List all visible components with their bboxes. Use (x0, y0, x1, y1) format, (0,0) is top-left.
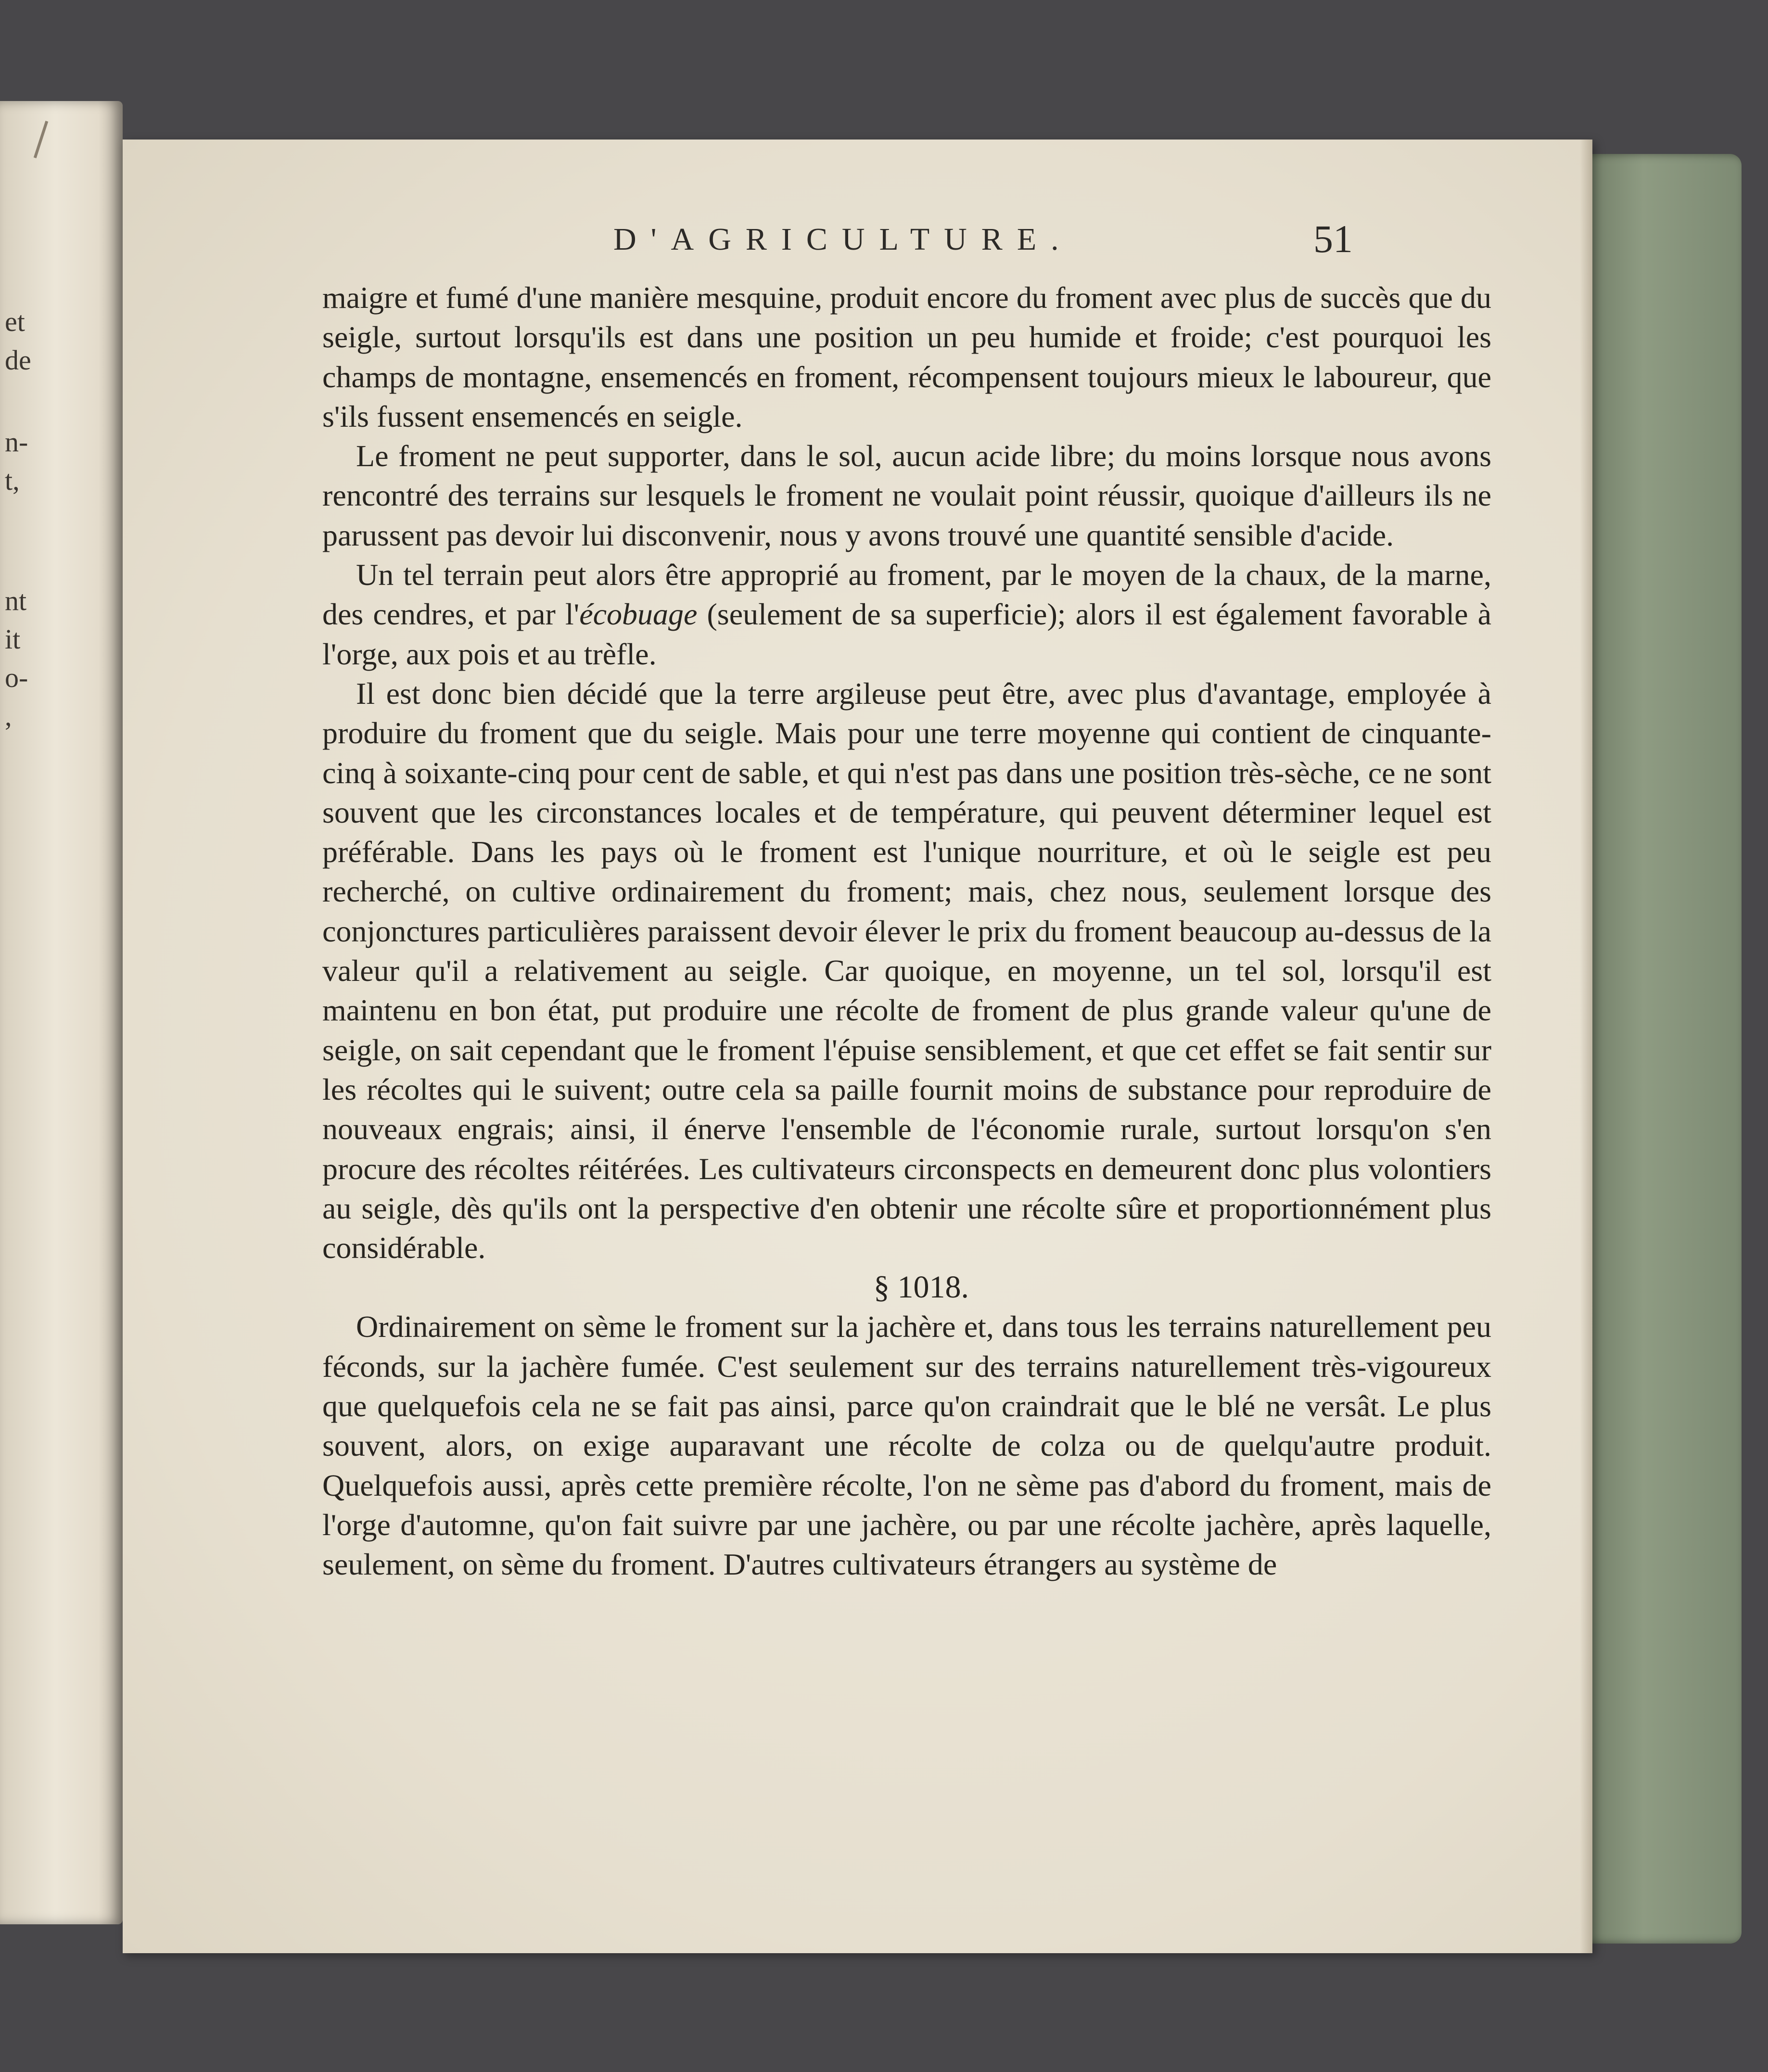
book-cover-board (1578, 154, 1742, 1944)
margin-fragment: o- (5, 662, 28, 693)
margin-fragment: nt (5, 585, 27, 616)
section-heading: § 1018. (874, 1270, 969, 1305)
margin-fragment: n- (5, 426, 28, 458)
paragraph (322, 555, 1491, 674)
margin-fragment: t, (5, 465, 20, 496)
page-edge-shadow (1580, 140, 1592, 1953)
paragraph: Ordinairement on sème le froment sur la jachère et, dans tous les terrains naturellement peu féconds, sur la jachère fumée. C'est seulement sur des terrains naturellement très-vigoureux que quelquefois cela ne se fait pas ainsi, parce qu'on craindrait que le blé ne versât. Le plus souvent, alors, on exige auparavant une récolte de colza ou de quelqu'autre produit. Quelquefois aussi, après cette première récolte, l'on ne sème pas d'abord du froment, mais de l'orge d'automne, qu'on fait suivre par une jachère, ou par une récolte jachère, après laquelle, seulement, on sème du froment. D'autres cultivateurs étrangers au système de (322, 1309, 1491, 1582)
italic-term: écobuage (579, 597, 698, 632)
paragraph: Le froment ne peut supporter, dans le sol, aucun acide libre; du moins lorsque nous avons rencontré des terrains sur lesquels le froment ne voulait point réussir, quoique d'ailleurs ils ne parussent pas devoir lui disconvenir, nous y avons trouvé une quantité sensible d'acide. (322, 439, 1491, 552)
running-head: D'AGRICULTURE. (613, 222, 1073, 257)
paragraph-text: (seulement de sa superficie); alors il est également favorable à l'orge, aux pois et au trèfle. (322, 597, 1492, 671)
pencil-mark (34, 121, 48, 158)
previous-page-edge (0, 101, 123, 1924)
margin-fragment: it (5, 623, 21, 655)
paragraph-text: Un tel terrain peut alors être approprié au froment, par le moyen de la chaux, de la marne, des cendres, et par l' (322, 558, 1491, 632)
paragraph: maigre et fumé d'une manière mesquine, produit encore du froment avec plus de succès que du seigle, surtout lorsqu'ils est dans une position un peu humide et froide; c'est pourquoi les champs de montagne, ensemencés en froment, récompensent toujours mieux le laboureur, que s'ils fussent ensemencés en seigle. (322, 280, 1491, 433)
paragraph: Il est donc bien décidé que la terre argileuse peut être, avec plus d'avantage, employée à produire du froment que du seigle. Mais pour une terre moyenne qui contient de cinquante-cinq à soixante-cinq pour cent de sable, et qui n'est pas dans une position très-sèche, ce ne sont souvent que les circonstances locales et de température, qui peuvent déterminer lequel est préférable. Dans les pays où le froment est l'unique nourriture, et où le seigle est peu recherché, on cultive ordinairement du froment; mais, chez nous, seulement lorsque des conjonctures particulières paraissent devoir élever le prix du froment beaucoup au-dessus de la valeur qu'il a relativement au seigle. Car quoique, en moyenne, un tel sol, lorsqu'il est maintenu en bon état, put produire une récolte de froment de plus grande valeur qu'une de seigle, on sait cependant que le froment l'épuise sensiblement, et que cet effet se fait sentir sur les récoltes qui le suivent; outre cela sa paille fournit moins de substance pour reproduire de nouveaux engrais; ainsi, il énerve l'ensemble de l'économie rurale, surtout lorsqu'on s'en procure des récoltes réitérées. Les cultivateurs circonspects en demeurent donc plus volontiers au seigle, dès qu'ils ont la perspective d'en obtenir une récolte sûre et proportionnément plus considérable. (322, 676, 1491, 1265)
page-number: 51 (1313, 217, 1353, 261)
body-text (322, 278, 1491, 1585)
margin-fragment: , (5, 700, 12, 732)
book-page (123, 140, 1592, 1953)
margin-fragment: de (5, 344, 31, 376)
margin-fragment: et (5, 306, 25, 337)
